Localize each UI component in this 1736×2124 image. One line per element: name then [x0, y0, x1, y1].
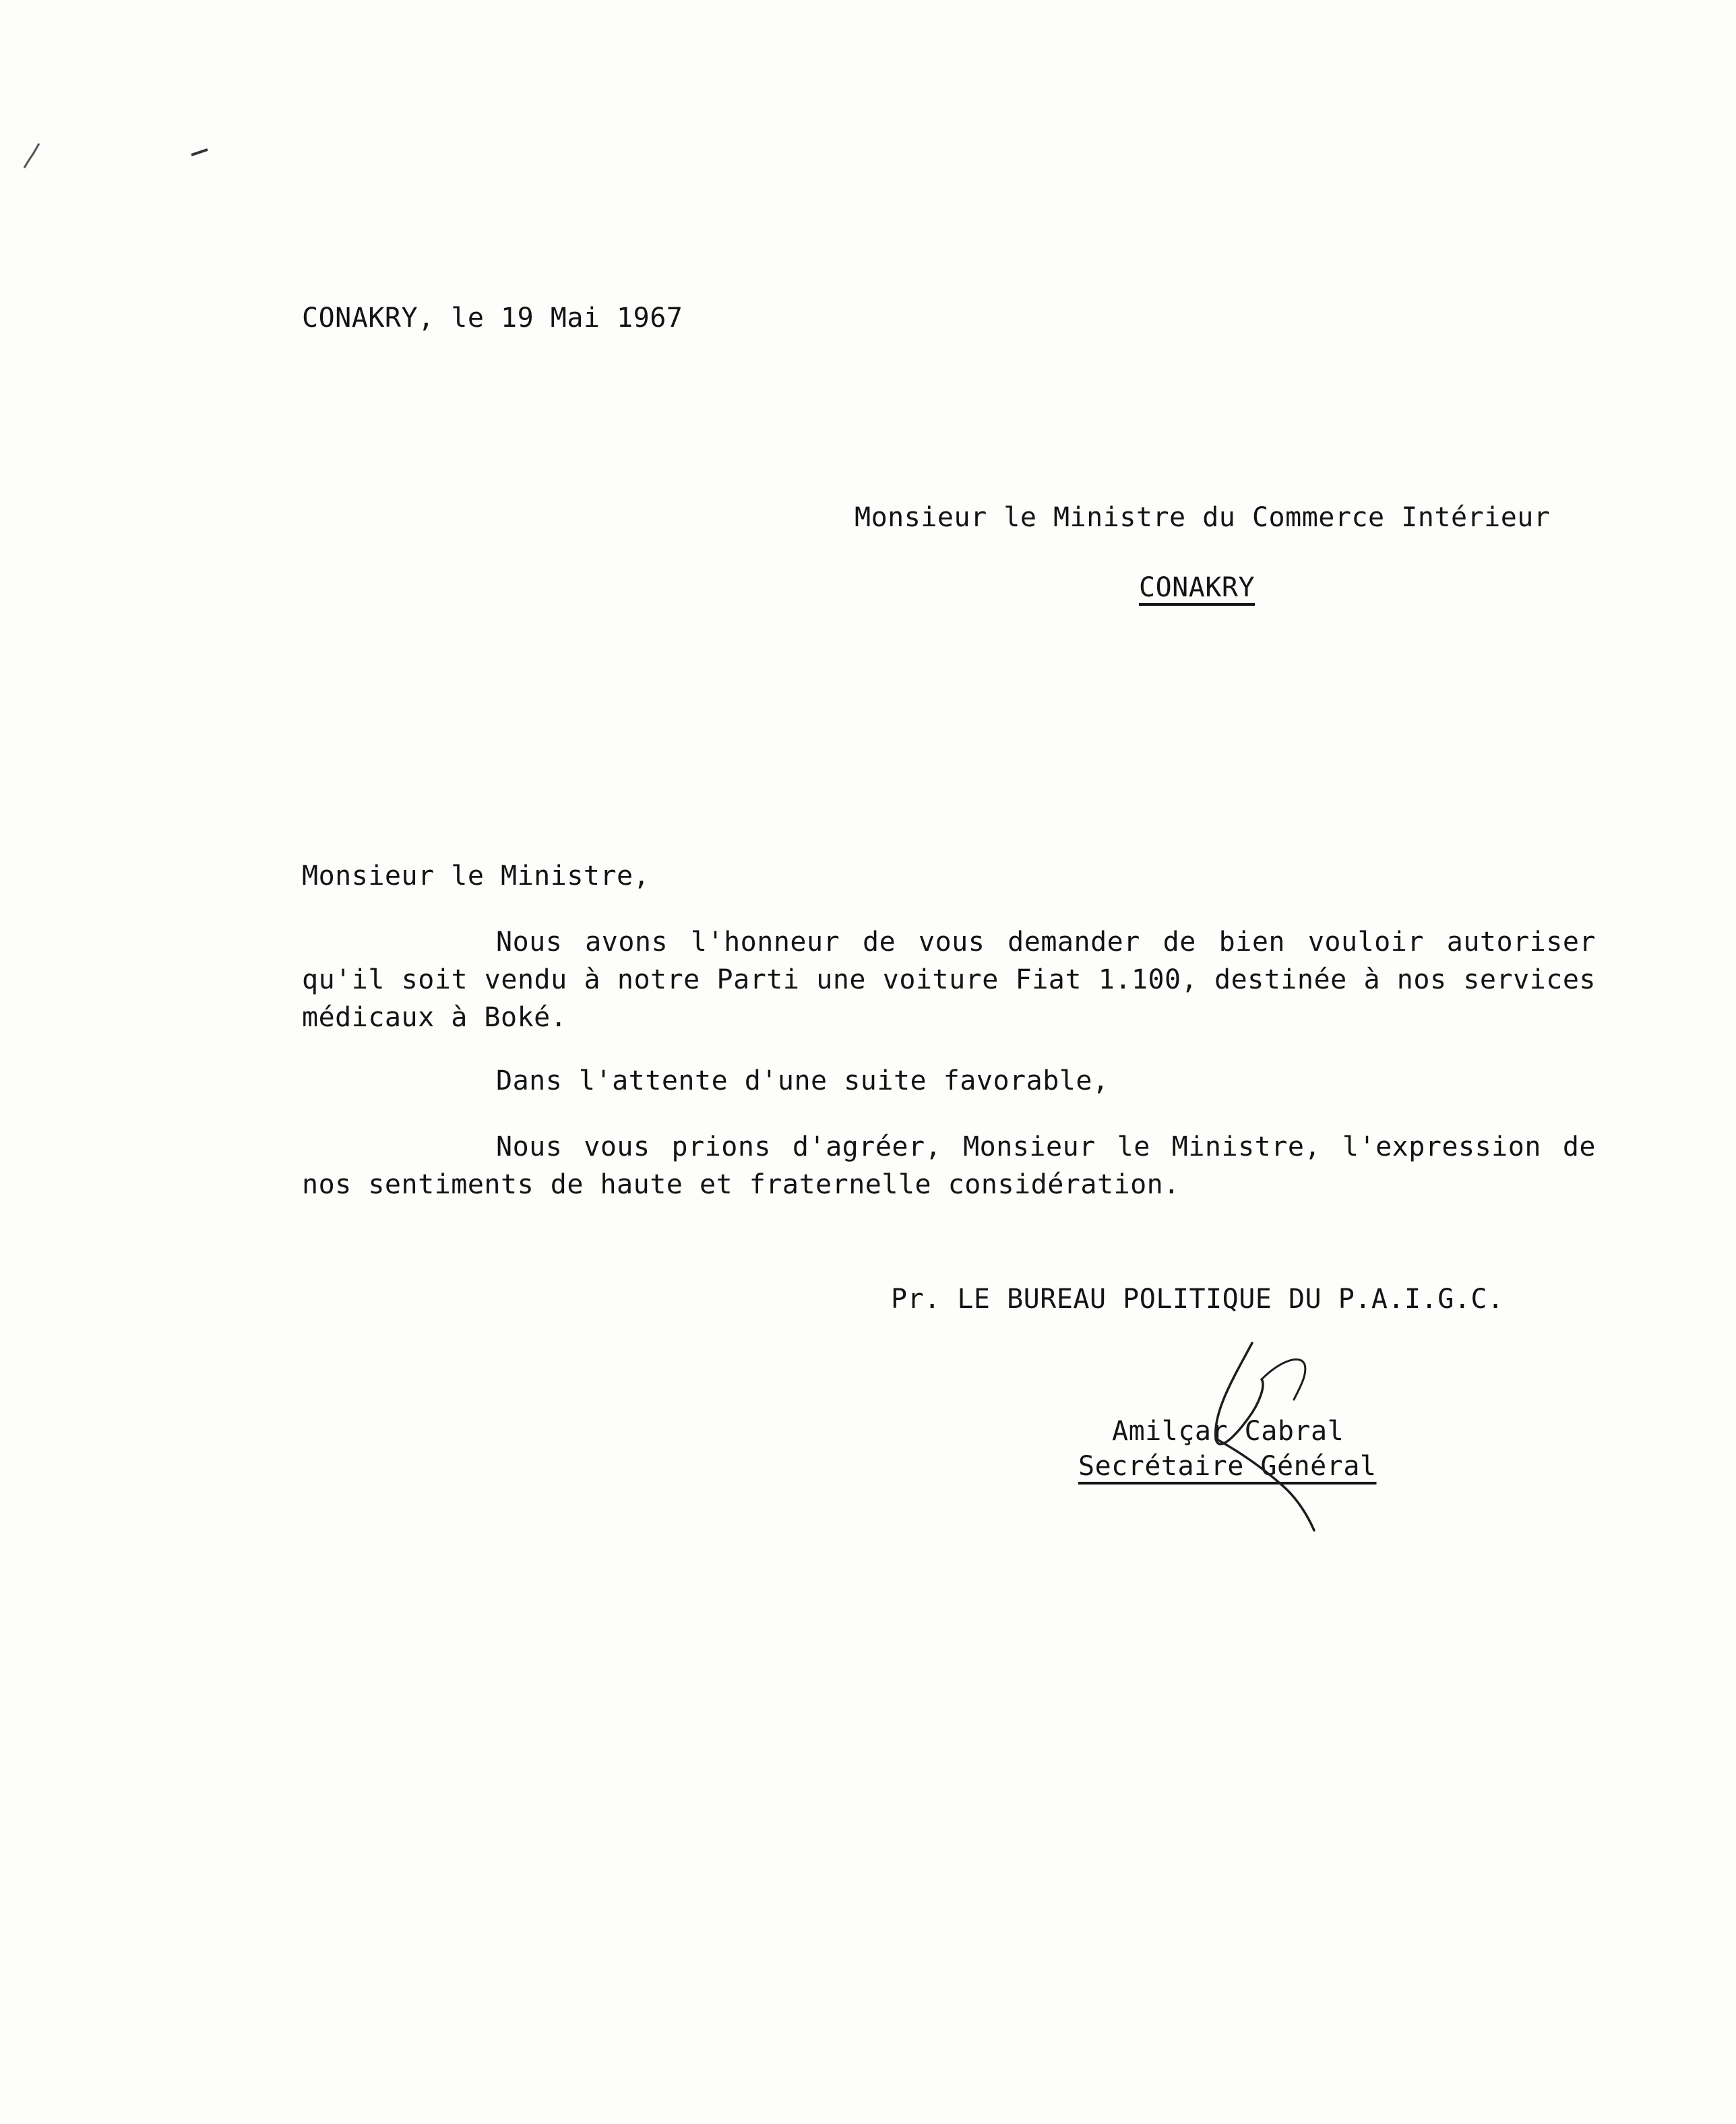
scan-speck-left	[19, 138, 46, 172]
date-line: CONAKRY, le 19 Mai 1967	[302, 303, 683, 334]
scan-speck-right	[190, 147, 210, 160]
body-paragraph-request: Nous avons l'honneur de vous demander de bien vouloir autoriser qu'il soit vendu à notre Parti une voiture Fiat 1.100, destinée à nos services médicaux à Boké.	[302, 927, 1596, 1033]
on-behalf-line: Pr. LE BUREAU POLITIQUE DU P.A.I.G.C.	[891, 1284, 1504, 1315]
salutation: Monsieur le Ministre,	[302, 861, 650, 892]
recipient-city: CONAKRY	[1139, 572, 1256, 603]
signer-name: Amilçar Cabral	[1112, 1416, 1344, 1447]
body-paragraph-closing: Nous vous prions d'agréer, Monsieur le Ministre, l'expression de nos sentiments de haute et fraternelle considération.	[302, 1131, 1596, 1200]
signer-title: Secrétaire Général	[1078, 1451, 1377, 1482]
recipient-name: Monsieur le Ministre du Commerce Intérieur	[855, 502, 1551, 533]
body-paragraph-expectation: Dans l'attente d'une suite favorable,	[496, 1065, 1109, 1096]
